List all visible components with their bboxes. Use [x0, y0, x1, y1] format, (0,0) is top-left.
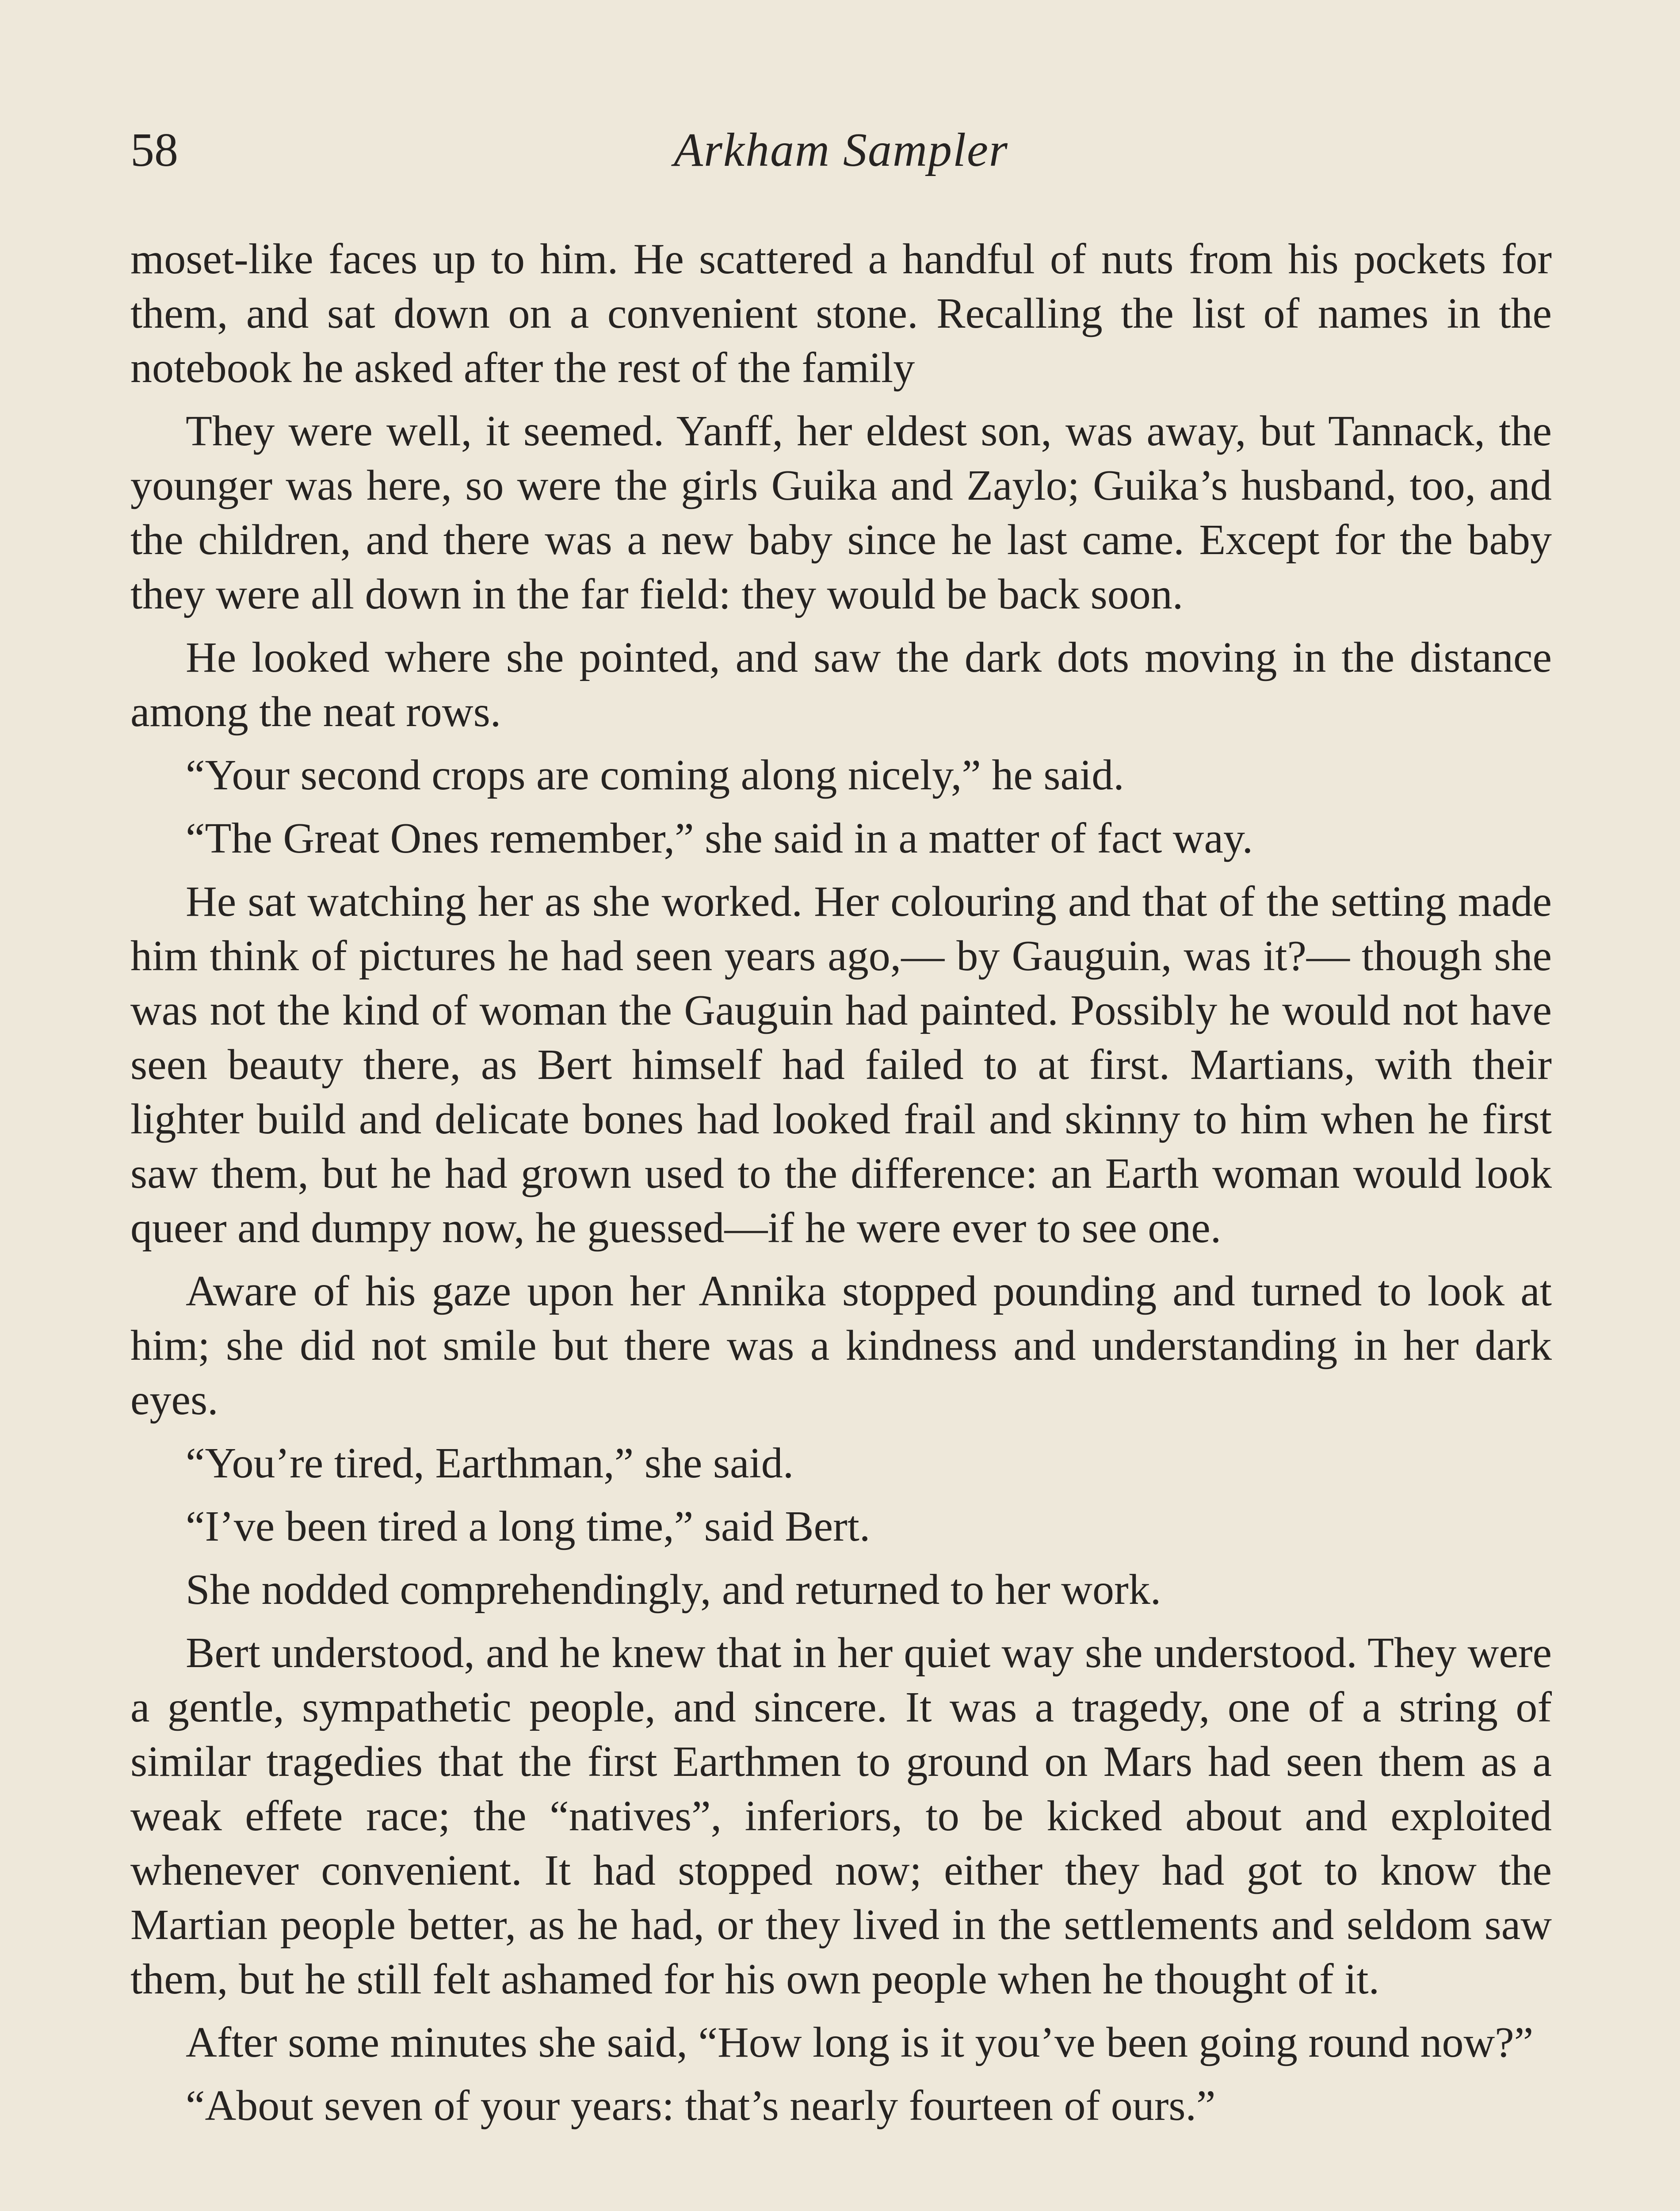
paragraph: He looked where she pointed, and saw the dark dots moving in the distance among the neat rows. — [130, 634, 1552, 736]
paragraph: Bert understood, and he knew that in her quiet way she understood. They were a gentle, sympathetic people, and sincere. It was a tragedy, one of a string of similar tragedies that the first Earthmen to ground on Mars had seen them as a weak effete race; the “natives”, inferiors, to be kicked about and exploited whenever convenient. It had stopped now; either they had got to know the Martian people better, as he had, or they lived in the settlements and seldom saw them, but he still felt ashamed for his own people when he thought of it. — [130, 1629, 1552, 2003]
running-title: Arkham Sampler — [674, 124, 1008, 176]
paragraph: He sat watching her as she worked. Her colouring and that of the setting made him think of pictures he had seen years ago,— by Gauguin, was it?— though she was not the kind of woman the Gauguin had painted. Possibly he would not have seen beauty there, as Bert himself had failed to at first. Martians, with their lighter build and delicate bones had looked frail and skinny to him when he first saw them, but he had grown used to the difference: an Earth woman would look queer and dumpy now, he guessed—if he were ever to see one. — [130, 878, 1552, 1252]
paragraph: Aware of his gaze upon her Annika stopped pounding and turned to look at him; she did not smile but there was a kindness and understanding in her dark eyes. — [130, 1267, 1552, 1424]
page-header — [130, 119, 1552, 181]
paragraph: “Your second crops are coming along nicely,” he said. — [186, 751, 1124, 799]
paragraph: “About seven of your years: that’s nearly fourteen of ours.” — [186, 2082, 1216, 2130]
body-text — [130, 232, 1552, 2142]
paragraph: She nodded comprehendingly, and returned to her work. — [186, 1566, 1161, 1614]
paragraph: “You’re tired, Earthman,” she said. — [186, 1439, 794, 1487]
page-number: 58 — [130, 124, 178, 176]
paragraph: “I’ve been tired a long time,” said Bert. — [186, 1503, 871, 1550]
paragraph: They were well, it seemed. Yanff, her eldest son, was away, but Tannack, the younger was here, so were the girls Guika and Zaylo; Guika’s husband, too, and the children, and there was a new baby since he last came. Except for the baby they were all down in the far field: they would be back soon. — [130, 407, 1552, 618]
paragraph: After some minutes she said, “How long is it you’ve been going round now?” — [186, 2019, 1534, 2066]
paragraph: moset-like faces up to him. He scattered a handful of nuts from his pockets for them, and sat down on a convenient stone. Recalling the list of names in the notebook he asked after the rest of the family — [130, 235, 1552, 392]
paragraph: “The Great Ones remember,” she said in a matter of fact way. — [186, 815, 1253, 862]
